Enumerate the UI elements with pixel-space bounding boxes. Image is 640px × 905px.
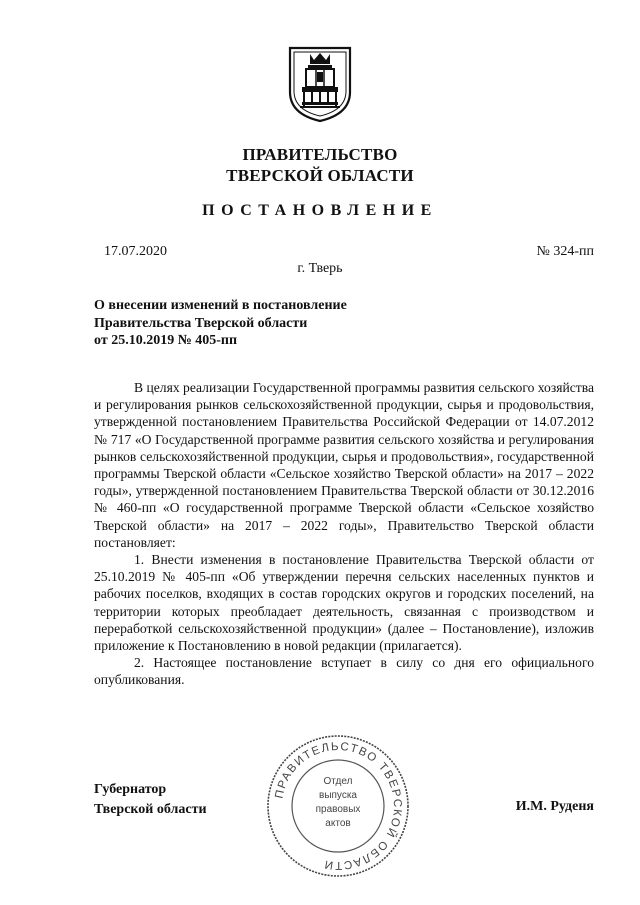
signatory-title: [94, 780, 207, 820]
signatory-title-line: Тверской области: [94, 802, 207, 817]
signatory-title-line: Губернатор: [94, 782, 167, 797]
government-title-line1: ПРАВИТЕЛЬСТВО: [242, 145, 398, 164]
government-title-line2: ТВЕРСКОЙ ОБЛАСТИ: [226, 166, 414, 185]
stamp-center-line: актов: [325, 818, 351, 829]
document-type-title: ПОСТАНОВЛЕНИЕ: [202, 202, 438, 219]
subject-line: от 25.10.2019 № 405-пп: [94, 333, 238, 348]
document-number: № 324-пп: [536, 244, 594, 259]
stamp-center-line: Отдел: [323, 776, 353, 787]
document-date: 17.07.2020: [104, 244, 167, 259]
coat-of-arms-emblem: [286, 44, 354, 124]
body-paragraph: 1. Внести изменения в постановление Правительства Тверской области от 25.10.2019 № 405-пп «Об утверждении перечня сельских населенных пунктов и рабочих поселков, входящих в состав городских округов и городских поселений, на территории которых преобладает деятельность, связанная с производством и переработкой сельскохозяйственной продукции» (далее – Постановление), изложив приложение к Постановлению в новой редакции (прилагается).: [94, 552, 594, 654]
official-stamp: [264, 732, 412, 880]
body-paragraph: 2. Настоящее постановление вступает в силу со дня его официального опубликования.: [94, 655, 594, 688]
body-paragraph: В целях реализации Государственной программы развития сельского хозяйства и регулирования рынков сельскохозяйственной продукции, сырья и продовольствия, утвержденной постановлением Правительства Российской Федерации от 14.07.2012 № 717 «О Государственной программе развития сельского хозяйства и регулирования рынков сельскохозяйственной продукции, сырья и продовольствия», государственной программы Тверской области «Сельское хозяйство Тверской области» на 2017 – 2022 годы», утвержденной постановлением Правительства Тверской области от 30.12.2016 № 460-пп «О государственной программе Тверской области «Сельское хозяйство Тверской области» на 2017 – 2022 годы», Правительство Тверской области постановляет:: [94, 380, 594, 550]
stamp-center-line: выпуска: [319, 790, 357, 801]
document-subject: [94, 297, 347, 350]
subject-line: Правительства Тверской области: [94, 315, 308, 331]
stamp-center-line: правовых: [315, 804, 361, 815]
document-city: г. Тверь: [297, 261, 343, 276]
signatory-name: И.М. Руденя: [515, 799, 594, 814]
document-body: [94, 379, 594, 689]
stamp-ring-text: ПРАВИТЕЛЬСТВО ТВЕРСКОЙ ОБЛАСТИ: [273, 740, 404, 872]
subject-line: О внесении изменений в постановление: [94, 298, 347, 313]
